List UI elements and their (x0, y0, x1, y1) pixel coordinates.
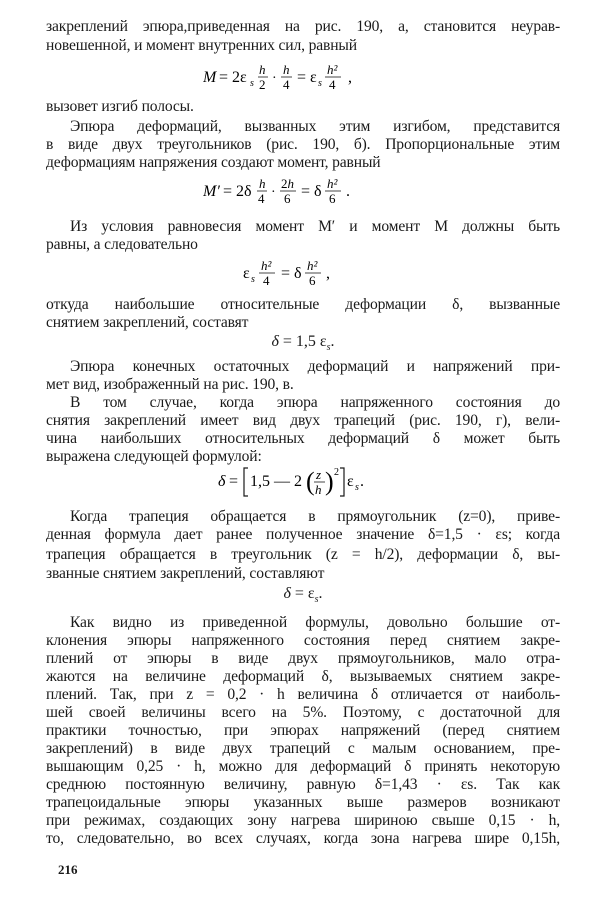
text-line: при режимах, создающих зону нагрева шириною свыше 0,15 · h, (46, 812, 560, 829)
text-line: вышающим 0,25 · h, можно для деформаций δ принять некоторую (46, 758, 560, 775)
svg-text:6: 6 (284, 191, 291, 206)
svg-text:δ: δ (218, 473, 226, 490)
svg-text:= 2δ: = 2δ (223, 183, 252, 200)
svg-text:s: s (318, 78, 322, 89)
svg-text:ε: ε (347, 473, 354, 490)
svg-text:2: 2 (334, 467, 339, 478)
text-line: равны, а следовательно (46, 236, 198, 253)
svg-text:ε: ε (243, 265, 250, 282)
text-line: Эпюра деформаций, вызванных этим изгибом, представится (70, 118, 560, 135)
text-line: снятием закреплений, составят (46, 314, 249, 331)
svg-text:2: 2 (259, 77, 266, 92)
svg-text:6: 6 (329, 191, 336, 206)
text-line: Из условия равновесия момент M′ и момент M должны быть (70, 218, 560, 235)
svg-text:4: 4 (283, 77, 290, 92)
svg-text:4: 4 (329, 77, 336, 92)
text-line: закреплений эпюра,приведенная на рис. 190, а, становится неурав- (46, 18, 560, 35)
svg-text:h: h (259, 176, 266, 191)
svg-text:h: h (283, 62, 290, 77)
svg-text:6: 6 (309, 273, 316, 288)
svg-text:·: · (271, 185, 276, 200)
page-number: 216 (58, 862, 78, 877)
text-line: Как видно из приведенной формулы, довольно большие от- (70, 614, 560, 631)
text-line: В том случае, когда эпюра напряженного состояния до (70, 394, 560, 411)
text-line: Эпюра конечных остаточных деформаций и напряжений при- (70, 358, 560, 375)
svg-text:h: h (259, 62, 266, 77)
text-line: жаются на величине деформаций δ, вызываемых снятием закре- (46, 668, 560, 685)
svg-text:h²: h² (261, 258, 272, 273)
formula-svg (203, 62, 403, 92)
svg-text:1,5 — 2: 1,5 — 2 (250, 473, 302, 490)
svg-text:s: s (355, 482, 359, 493)
text-line: званные снятием закреплений, составляют (46, 565, 325, 582)
text-line: среднюю постоянную величину, равную δ=1,43 · εs. Так как (46, 776, 560, 793)
text-line: в виде двух треугольников (рис. 190, б). Пропорциональные этим (46, 136, 560, 153)
text-line: выражена следующей формулой: (46, 448, 262, 465)
svg-text:h: h (315, 482, 322, 497)
text-line: практики точностью, при эпюрах напряжений (перед снятием (46, 722, 560, 739)
text-line: шей своей величины всего на 5%. Поэтому, с достаточной для (46, 704, 560, 721)
text-line: трапеция обращается в треугольник (z = h/2), деформации δ, вы- (46, 546, 560, 563)
text-line: Когда трапеция обращается в прямоугольник (z=0), приве- (70, 508, 560, 525)
svg-text:h²: h² (327, 176, 338, 191)
svg-text:): ) (325, 467, 334, 496)
svg-text:z: z (316, 467, 322, 482)
formula-equilibrium (46, 258, 560, 288)
formula-svg (243, 258, 363, 288)
svg-text:,: , (326, 265, 330, 282)
formula-svg (203, 176, 403, 206)
text-line: плений. Так, при z = 0,2 · h величина δ отличается от наиболь- (46, 686, 560, 703)
text-line: то, следовательно, во всех случаях, когда зона нагрева шире 0,15h, (46, 830, 560, 847)
formula-moment-m-prime (46, 176, 560, 206)
svg-text:M′: M′ (203, 183, 220, 200)
formula-delta-es: $\delta = \varepsilon_s$. (283, 585, 323, 606)
svg-text:2h: 2h (281, 176, 294, 191)
svg-text:4: 4 (258, 191, 265, 206)
formula-trapezoid (46, 464, 560, 500)
text-line: плений от эпюры в виде двух прямоугольников, мало отра- (46, 650, 560, 667)
text-line: трапецоидальные эпюры указанных выше размеров возникают (46, 794, 560, 811)
svg-text:= 2ε: = 2ε (219, 69, 247, 86)
formula-moment-m (46, 62, 560, 92)
text-line: закреплений) в виде двух трапеций с малым основанием, пре- (46, 740, 560, 757)
text-line: новешенной, и момент внутренних сил, равный (46, 37, 357, 54)
svg-text:(: ( (306, 467, 315, 496)
text-line: деформациям напряжения создают момент, равный (46, 154, 381, 171)
svg-text:.: . (360, 473, 364, 490)
formula-svg (218, 464, 388, 500)
text-line: чина наибольших относительных деформаций δ может быть (46, 430, 560, 447)
svg-text:= δ: = δ (281, 265, 302, 282)
text-line: откуда наибольшие относительные деформации δ, вызванные (46, 296, 560, 313)
svg-text:h²: h² (327, 62, 338, 77)
formula-delta-1-5: δ = 1,5 $\varepsilon_s$. (271, 333, 335, 354)
svg-text:,: , (348, 69, 352, 86)
svg-text:·: · (272, 71, 277, 86)
text-line: снятия закреплений имеет вид двух трапеций (рис. 190, г), вели- (46, 412, 560, 429)
svg-text:s: s (250, 78, 254, 89)
svg-text:M: M (203, 69, 217, 86)
svg-text:= δ: = δ (301, 183, 322, 200)
svg-text:4: 4 (263, 273, 270, 288)
svg-text:h²: h² (307, 258, 318, 273)
text-line: денная формула дает ранее полученное значение δ=1,5 · εs; когда (46, 526, 560, 543)
text-line: вызовет изгиб полосы. (46, 98, 194, 115)
text-line: клонения эпюры напряженного состояния перед снятием закре- (46, 632, 560, 649)
text-line: мет вид, изображенный на рис. 190, в. (46, 376, 294, 393)
svg-text:.: . (346, 183, 350, 200)
svg-text:= ε: = ε (297, 69, 317, 86)
svg-text:=: = (229, 473, 239, 490)
svg-text:s: s (251, 274, 255, 285)
